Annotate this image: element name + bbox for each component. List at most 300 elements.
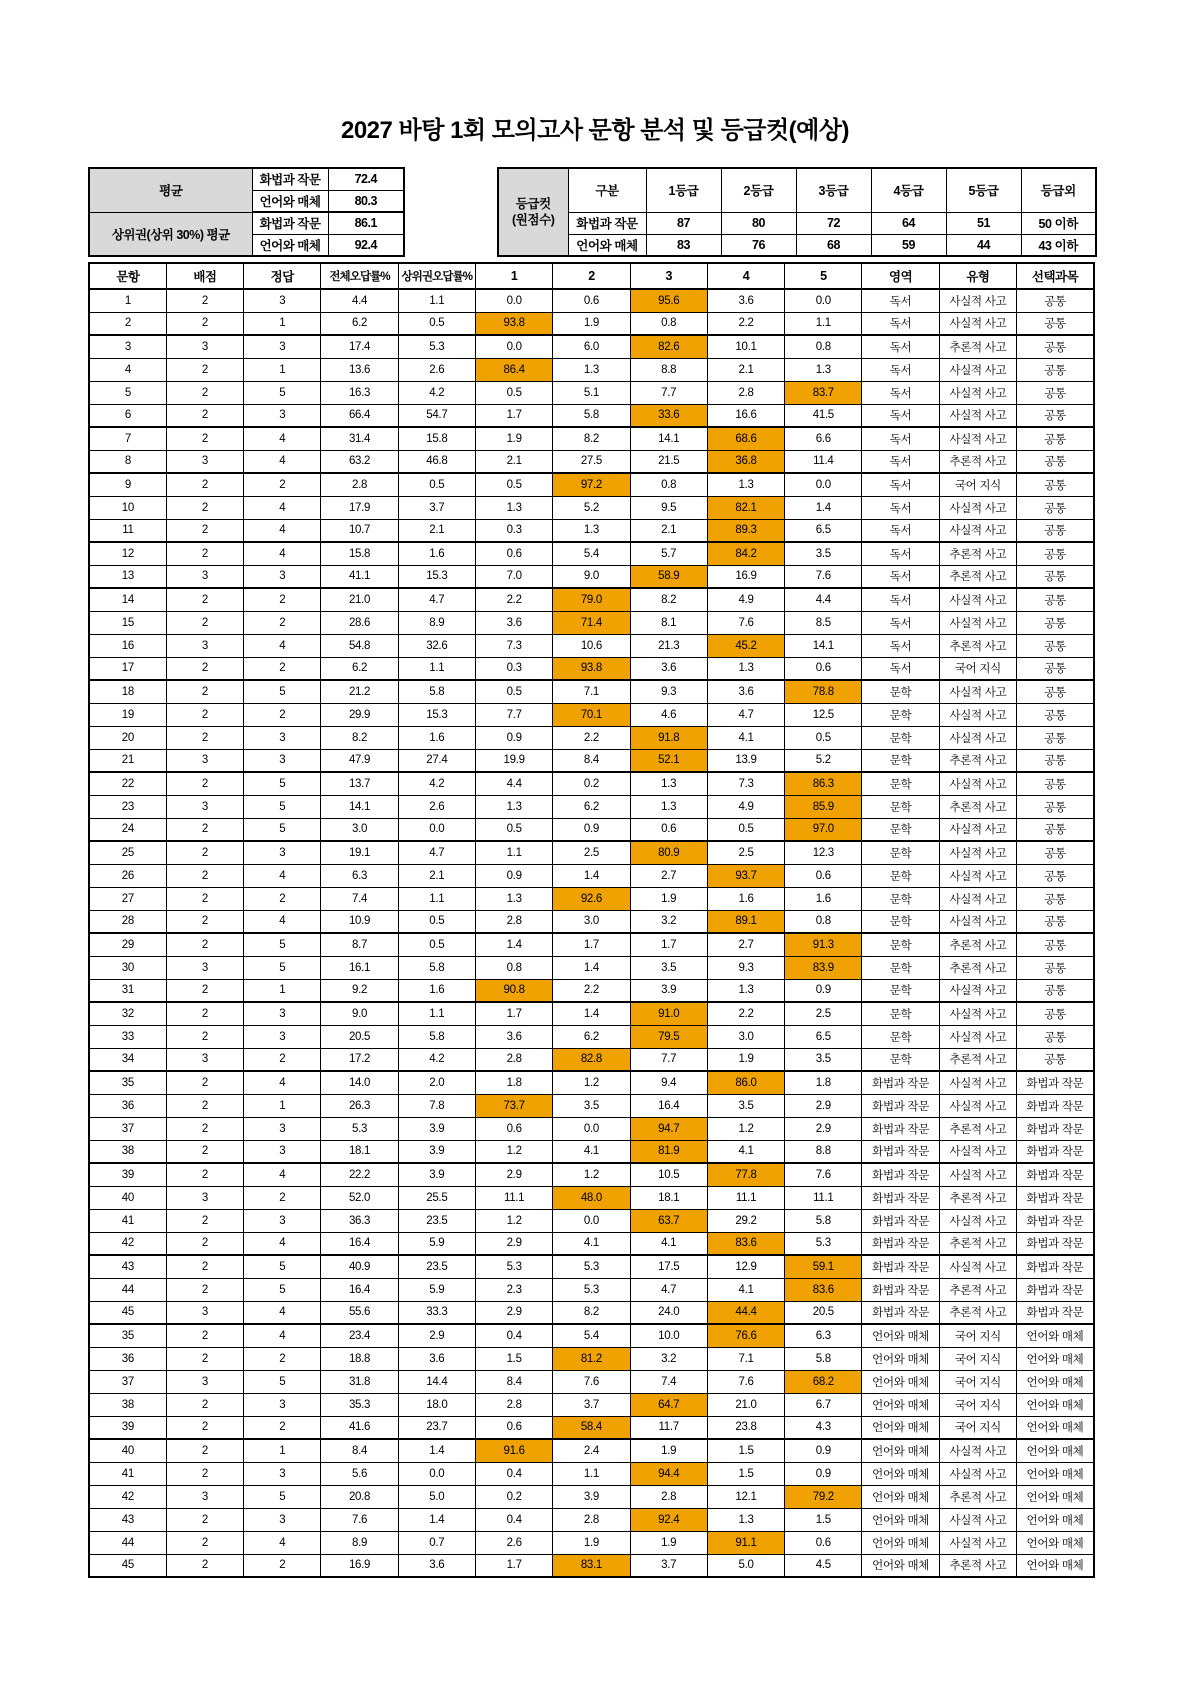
area-cell: 화법과 작문 <box>862 1163 939 1186</box>
answer-cell: 5 <box>244 680 321 703</box>
points-cell: 2 <box>166 1071 243 1094</box>
choice-4-cell: 45.2 <box>707 634 784 657</box>
points-cell: 2 <box>166 427 243 450</box>
choice-3-cell: 63.7 <box>630 1209 707 1232</box>
subject-cell: 언어와 매체 <box>1017 1462 1094 1485</box>
points-cell: 2 <box>166 1025 243 1048</box>
question-no-cell: 28 <box>89 910 166 933</box>
choice-1-cell: 7.7 <box>475 703 552 726</box>
area-cell: 독서 <box>862 427 939 450</box>
area-cell: 언어와 매체 <box>862 1485 939 1508</box>
question-row <box>89 473 1094 496</box>
question-no-cell: 43 <box>89 1255 166 1278</box>
choice-2-cell: 92.6 <box>553 887 630 910</box>
answer-cell: 3 <box>244 1140 321 1163</box>
choice-5-cell: 1.5 <box>785 1508 862 1531</box>
choice-3-cell: 21.3 <box>630 634 707 657</box>
question-row <box>89 1209 1094 1232</box>
type-cell: 사실적 사고 <box>939 841 1016 864</box>
points-cell: 3 <box>166 634 243 657</box>
question-no-cell: 8 <box>89 450 166 473</box>
subject-cell: 공통 <box>1017 864 1094 887</box>
gradecut-header: 1등급 <box>646 168 721 212</box>
choice-1-cell: 0.4 <box>475 1324 552 1347</box>
type-cell: 사실적 사고 <box>939 496 1016 519</box>
wrong-rate-cell: 4.4 <box>321 289 398 312</box>
top-wrong-rate-cell: 3.9 <box>398 1117 475 1140</box>
points-cell: 3 <box>166 795 243 818</box>
answer-cell: 2 <box>244 1048 321 1071</box>
choice-5-cell: 0.9 <box>785 1462 862 1485</box>
subject-cell: 공통 <box>1017 979 1094 1002</box>
wrong-rate-cell: 18.8 <box>321 1347 398 1370</box>
question-row <box>89 818 1094 841</box>
subject-cell: 공통 <box>1017 726 1094 749</box>
choice-1-cell: 0.5 <box>475 680 552 703</box>
choice-4-cell: 1.6 <box>707 887 784 910</box>
choice-2-cell: 93.8 <box>553 657 630 680</box>
choice-4-cell: 83.6 <box>707 1232 784 1255</box>
choice-3-cell: 33.6 <box>630 404 707 427</box>
top-wrong-rate-cell: 18.0 <box>398 1393 475 1416</box>
area-cell: 화법과 작문 <box>862 1255 939 1278</box>
question-row <box>89 726 1094 749</box>
top-wrong-rate-cell: 2.0 <box>398 1071 475 1094</box>
answer-cell: 5 <box>244 795 321 818</box>
answer-cell: 3 <box>244 1025 321 1048</box>
answer-cell: 4 <box>244 1071 321 1094</box>
choice-4-cell: 7.1 <box>707 1347 784 1370</box>
choice-3-cell: 24.0 <box>630 1301 707 1324</box>
area-cell: 독서 <box>862 289 939 312</box>
type-cell: 국어 지식 <box>939 1370 1016 1393</box>
choice-2-cell: 70.1 <box>553 703 630 726</box>
choice-2-cell: 8.2 <box>553 427 630 450</box>
question-row <box>89 588 1094 611</box>
header-choice-2: 2 <box>553 263 630 289</box>
answer-cell: 1 <box>244 358 321 381</box>
question-no-cell: 42 <box>89 1232 166 1255</box>
choice-4-cell: 91.1 <box>707 1531 784 1554</box>
gradecut-subject: 언어와 매체 <box>568 234 646 256</box>
choice-2-cell: 81.2 <box>553 1347 630 1370</box>
choice-4-cell: 3.5 <box>707 1094 784 1117</box>
choice-3-cell: 7.7 <box>630 381 707 404</box>
area-cell: 언어와 매체 <box>862 1347 939 1370</box>
choice-3-cell: 10.0 <box>630 1324 707 1347</box>
answer-cell: 2 <box>244 473 321 496</box>
choice-2-cell: 1.3 <box>553 358 630 381</box>
choice-3-cell: 1.9 <box>630 1439 707 1462</box>
question-row <box>89 1347 1094 1370</box>
gradecut-label <box>498 168 568 256</box>
wrong-rate-cell: 23.4 <box>321 1324 398 1347</box>
area-cell: 문학 <box>862 795 939 818</box>
choice-2-cell: 8.2 <box>553 1301 630 1324</box>
top-wrong-rate-cell: 3.9 <box>398 1163 475 1186</box>
question-row <box>89 1117 1094 1140</box>
gradecut-value: 80 <box>721 212 796 234</box>
answer-cell: 1 <box>244 1094 321 1117</box>
choice-2-cell: 0.9 <box>553 818 630 841</box>
choice-4-cell: 16.9 <box>707 565 784 588</box>
choice-3-cell: 0.8 <box>630 312 707 335</box>
question-row <box>89 335 1094 358</box>
choice-1-cell: 1.9 <box>475 427 552 450</box>
area-cell: 독서 <box>862 496 939 519</box>
choice-4-cell: 3.0 <box>707 1025 784 1048</box>
points-cell: 2 <box>166 1232 243 1255</box>
area-cell: 문학 <box>862 864 939 887</box>
choice-3-cell: 1.3 <box>630 795 707 818</box>
answer-cell: 4 <box>244 542 321 565</box>
wrong-rate-cell: 5.6 <box>321 1462 398 1485</box>
gradecut-value: 50 이하 <box>1021 212 1096 234</box>
answer-cell: 5 <box>244 956 321 979</box>
choice-5-cell: 4.3 <box>785 1416 862 1439</box>
area-cell: 화법과 작문 <box>862 1301 939 1324</box>
wrong-rate-cell: 8.9 <box>321 1531 398 1554</box>
subject-cell: 공통 <box>1017 496 1094 519</box>
gradecut-header: 구분 <box>568 168 646 212</box>
choice-5-cell: 85.9 <box>785 795 862 818</box>
points-cell: 2 <box>166 1508 243 1531</box>
choice-2-cell: 3.7 <box>553 1393 630 1416</box>
wrong-rate-cell: 16.4 <box>321 1278 398 1301</box>
choice-2-cell: 5.4 <box>553 542 630 565</box>
choice-1-cell: 2.2 <box>475 588 552 611</box>
top-wrong-rate-cell: 32.6 <box>398 634 475 657</box>
choice-3-cell: 81.9 <box>630 1140 707 1163</box>
top-wrong-rate-cell: 15.8 <box>398 427 475 450</box>
question-row <box>89 864 1094 887</box>
choice-1-cell: 4.4 <box>475 772 552 795</box>
choice-1-cell: 0.0 <box>475 289 552 312</box>
question-no-cell: 11 <box>89 519 166 542</box>
gradecut-value: 68 <box>796 234 871 256</box>
top-wrong-rate-cell: 1.4 <box>398 1439 475 1462</box>
question-no-cell: 40 <box>89 1186 166 1209</box>
choice-5-cell: 41.5 <box>785 404 862 427</box>
subject-cell: 언어와 매체 <box>1017 1508 1094 1531</box>
choice-4-cell: 44.4 <box>707 1301 784 1324</box>
choice-3-cell: 52.1 <box>630 749 707 772</box>
choice-2-cell: 71.4 <box>553 611 630 634</box>
points-cell: 3 <box>166 1048 243 1071</box>
type-cell: 사실적 사고 <box>939 1025 1016 1048</box>
subject-cell: 공통 <box>1017 473 1094 496</box>
choice-1-cell: 2.1 <box>475 450 552 473</box>
question-row <box>89 933 1094 956</box>
wrong-rate-cell: 16.4 <box>321 1232 398 1255</box>
question-row <box>89 1048 1094 1071</box>
question-row <box>89 841 1094 864</box>
average-subject: 화법과 작문 <box>252 168 328 190</box>
answer-cell: 5 <box>244 1370 321 1393</box>
wrong-rate-cell: 55.6 <box>321 1301 398 1324</box>
choice-5-cell: 0.6 <box>785 657 862 680</box>
type-cell: 추론적 사고 <box>939 1232 1016 1255</box>
question-no-cell: 34 <box>89 1048 166 1071</box>
choice-1-cell: 1.5 <box>475 1347 552 1370</box>
points-cell: 2 <box>166 1255 243 1278</box>
choice-2-cell: 1.3 <box>553 519 630 542</box>
choice-5-cell: 0.5 <box>785 726 862 749</box>
choice-3-cell: 7.4 <box>630 1370 707 1393</box>
average-subject: 화법과 작문 <box>252 212 328 234</box>
choice-1-cell: 86.4 <box>475 358 552 381</box>
average-value: 72.4 <box>328 168 404 190</box>
points-cell: 2 <box>166 1531 243 1554</box>
question-row <box>89 1324 1094 1347</box>
wrong-rate-cell: 40.9 <box>321 1255 398 1278</box>
area-cell: 화법과 작문 <box>862 1186 939 1209</box>
wrong-rate-cell: 8.4 <box>321 1439 398 1462</box>
subject-cell: 공통 <box>1017 289 1094 312</box>
question-no-cell: 44 <box>89 1278 166 1301</box>
answer-cell: 4 <box>244 634 321 657</box>
points-cell: 3 <box>166 1186 243 1209</box>
gradecut-subject: 화법과 작문 <box>568 212 646 234</box>
answer-cell: 1 <box>244 979 321 1002</box>
choice-5-cell: 1.3 <box>785 358 862 381</box>
answer-cell: 3 <box>244 289 321 312</box>
choice-2-cell: 6.2 <box>553 795 630 818</box>
choice-5-cell: 1.4 <box>785 496 862 519</box>
choice-3-cell: 8.8 <box>630 358 707 381</box>
choice-5-cell: 86.3 <box>785 772 862 795</box>
points-cell: 2 <box>166 588 243 611</box>
choice-2-cell: 79.0 <box>553 588 630 611</box>
subject-cell: 공통 <box>1017 956 1094 979</box>
area-cell: 독서 <box>862 657 939 680</box>
points-cell: 3 <box>166 1485 243 1508</box>
points-cell: 2 <box>166 933 243 956</box>
choice-4-cell: 1.5 <box>707 1462 784 1485</box>
points-cell: 2 <box>166 841 243 864</box>
top-wrong-rate-cell: 7.8 <box>398 1094 475 1117</box>
type-cell: 사실적 사고 <box>939 381 1016 404</box>
choice-5-cell: 6.6 <box>785 427 862 450</box>
answer-cell: 4 <box>244 427 321 450</box>
question-no-cell: 36 <box>89 1094 166 1117</box>
type-cell: 국어 지식 <box>939 1393 1016 1416</box>
question-no-cell: 33 <box>89 1025 166 1048</box>
choice-3-cell: 1.7 <box>630 933 707 956</box>
gradecut-header: 5등급 <box>946 168 1021 212</box>
question-no-cell: 10 <box>89 496 166 519</box>
question-no-cell: 9 <box>89 473 166 496</box>
choice-1-cell: 0.3 <box>475 657 552 680</box>
choice-5-cell: 4.5 <box>785 1554 862 1577</box>
average-value: 86.1 <box>328 212 404 234</box>
type-cell: 사실적 사고 <box>939 818 1016 841</box>
question-no-cell: 35 <box>89 1324 166 1347</box>
answer-cell: 4 <box>244 519 321 542</box>
question-no-cell: 4 <box>89 358 166 381</box>
question-no-cell: 39 <box>89 1163 166 1186</box>
gradecut-table <box>497 167 1097 257</box>
gradecut-value: 64 <box>871 212 946 234</box>
question-no-cell: 22 <box>89 772 166 795</box>
question-table-header-row <box>89 263 1094 289</box>
gradecut-value: 76 <box>721 234 796 256</box>
choice-5-cell: 20.5 <box>785 1301 862 1324</box>
header-points: 배점 <box>166 263 243 289</box>
question-table-body <box>89 289 1094 1577</box>
choice-4-cell: 4.7 <box>707 703 784 726</box>
answer-cell: 3 <box>244 1209 321 1232</box>
choice-5-cell: 5.3 <box>785 1232 862 1255</box>
points-cell: 2 <box>166 979 243 1002</box>
choice-4-cell: 4.9 <box>707 795 784 818</box>
choice-5-cell: 5.2 <box>785 749 862 772</box>
answer-cell: 2 <box>244 1347 321 1370</box>
choice-1-cell: 3.6 <box>475 611 552 634</box>
choice-1-cell: 1.1 <box>475 841 552 864</box>
choice-3-cell: 92.4 <box>630 1508 707 1531</box>
points-cell: 2 <box>166 496 243 519</box>
question-row <box>89 1278 1094 1301</box>
choice-5-cell: 97.0 <box>785 818 862 841</box>
top-wrong-rate-cell: 15.3 <box>398 565 475 588</box>
gradecut-value: 83 <box>646 234 721 256</box>
top-wrong-rate-cell: 5.8 <box>398 956 475 979</box>
choice-4-cell: 29.2 <box>707 1209 784 1232</box>
choice-1-cell: 0.6 <box>475 1416 552 1439</box>
top-wrong-rate-cell: 2.9 <box>398 1324 475 1347</box>
question-no-cell: 39 <box>89 1416 166 1439</box>
top-wrong-rate-cell: 15.3 <box>398 703 475 726</box>
choice-5-cell: 11.1 <box>785 1186 862 1209</box>
area-cell: 문학 <box>862 910 939 933</box>
type-cell: 국어 지식 <box>939 1324 1016 1347</box>
type-cell: 사실적 사고 <box>939 312 1016 335</box>
question-row <box>89 1554 1094 1577</box>
answer-cell: 2 <box>244 1186 321 1209</box>
choice-5-cell: 1.1 <box>785 312 862 335</box>
wrong-rate-cell: 17.2 <box>321 1048 398 1071</box>
choice-4-cell: 76.6 <box>707 1324 784 1347</box>
choice-3-cell: 8.2 <box>630 588 707 611</box>
area-cell: 독서 <box>862 312 939 335</box>
subject-cell: 공통 <box>1017 887 1094 910</box>
subject-cell: 화법과 작문 <box>1017 1209 1094 1232</box>
choice-4-cell: 86.0 <box>707 1071 784 1094</box>
type-cell: 추론적 사고 <box>939 956 1016 979</box>
choice-1-cell: 1.7 <box>475 404 552 427</box>
wrong-rate-cell: 52.0 <box>321 1186 398 1209</box>
gradecut-value: 43 이하 <box>1021 234 1096 256</box>
wrong-rate-cell: 8.2 <box>321 726 398 749</box>
area-cell: 언어와 매체 <box>862 1439 939 1462</box>
choice-1-cell: 11.1 <box>475 1186 552 1209</box>
choice-3-cell: 95.6 <box>630 289 707 312</box>
answer-cell: 3 <box>244 1508 321 1531</box>
choice-1-cell: 0.2 <box>475 1485 552 1508</box>
answer-cell: 3 <box>244 749 321 772</box>
header-choice-4: 4 <box>707 263 784 289</box>
header-top-wrong-rate: 상위권오답률% <box>398 263 475 289</box>
choice-3-cell: 5.7 <box>630 542 707 565</box>
choice-3-cell: 91.0 <box>630 1002 707 1025</box>
choice-1-cell: 1.2 <box>475 1209 552 1232</box>
question-no-cell: 43 <box>89 1508 166 1531</box>
choice-1-cell: 0.4 <box>475 1462 552 1485</box>
choice-3-cell: 2.1 <box>630 519 707 542</box>
choice-2-cell: 1.4 <box>553 1002 630 1025</box>
choice-3-cell: 7.7 <box>630 1048 707 1071</box>
gradecut-label-line1: 등급컷 <box>515 196 551 211</box>
answer-cell: 2 <box>244 657 321 680</box>
points-cell: 2 <box>166 1554 243 1577</box>
choice-3-cell: 4.6 <box>630 703 707 726</box>
question-no-cell: 31 <box>89 979 166 1002</box>
answer-cell: 4 <box>244 910 321 933</box>
answer-cell: 4 <box>244 496 321 519</box>
question-row <box>89 1393 1094 1416</box>
type-cell: 추론적 사고 <box>939 542 1016 565</box>
question-row <box>89 1002 1094 1025</box>
subject-cell: 화법과 작문 <box>1017 1094 1094 1117</box>
question-no-cell: 14 <box>89 588 166 611</box>
average-value: 80.3 <box>328 190 404 212</box>
question-no-cell: 3 <box>89 335 166 358</box>
answer-cell: 4 <box>244 450 321 473</box>
question-row <box>89 1508 1094 1531</box>
subject-cell: 공통 <box>1017 634 1094 657</box>
top-wrong-rate-cell: 0.5 <box>398 933 475 956</box>
subject-cell: 화법과 작문 <box>1017 1117 1094 1140</box>
gradecut-value: 44 <box>946 234 1021 256</box>
choice-1-cell: 2.9 <box>475 1301 552 1324</box>
answer-cell: 3 <box>244 335 321 358</box>
choice-1-cell: 2.9 <box>475 1163 552 1186</box>
question-no-cell: 21 <box>89 749 166 772</box>
question-row <box>89 427 1094 450</box>
wrong-rate-cell: 15.8 <box>321 542 398 565</box>
choice-2-cell: 0.0 <box>553 1117 630 1140</box>
question-row <box>89 887 1094 910</box>
choice-3-cell: 4.7 <box>630 1278 707 1301</box>
header-answer: 정답 <box>244 263 321 289</box>
subject-cell: 공통 <box>1017 1002 1094 1025</box>
choice-5-cell: 79.2 <box>785 1485 862 1508</box>
question-no-cell: 7 <box>89 427 166 450</box>
type-cell: 추론적 사고 <box>939 1554 1016 1577</box>
question-no-cell: 15 <box>89 611 166 634</box>
subject-cell: 언어와 매체 <box>1017 1439 1094 1462</box>
choice-2-cell: 9.0 <box>553 565 630 588</box>
area-cell: 문학 <box>862 979 939 1002</box>
gradecut-header: 2등급 <box>721 168 796 212</box>
choice-3-cell: 2.7 <box>630 864 707 887</box>
average-group-label: 평균 <box>89 168 252 212</box>
answer-cell: 4 <box>244 1163 321 1186</box>
area-cell: 독서 <box>862 588 939 611</box>
type-cell: 사실적 사고 <box>939 703 1016 726</box>
type-cell: 사실적 사고 <box>939 979 1016 1002</box>
wrong-rate-cell: 26.3 <box>321 1094 398 1117</box>
question-row <box>89 634 1094 657</box>
choice-1-cell: 0.8 <box>475 956 552 979</box>
question-row <box>89 1370 1094 1393</box>
choice-5-cell: 2.9 <box>785 1094 862 1117</box>
answer-cell: 4 <box>244 1324 321 1347</box>
choice-1-cell: 93.8 <box>475 312 552 335</box>
question-no-cell: 6 <box>89 404 166 427</box>
question-no-cell: 45 <box>89 1301 166 1324</box>
